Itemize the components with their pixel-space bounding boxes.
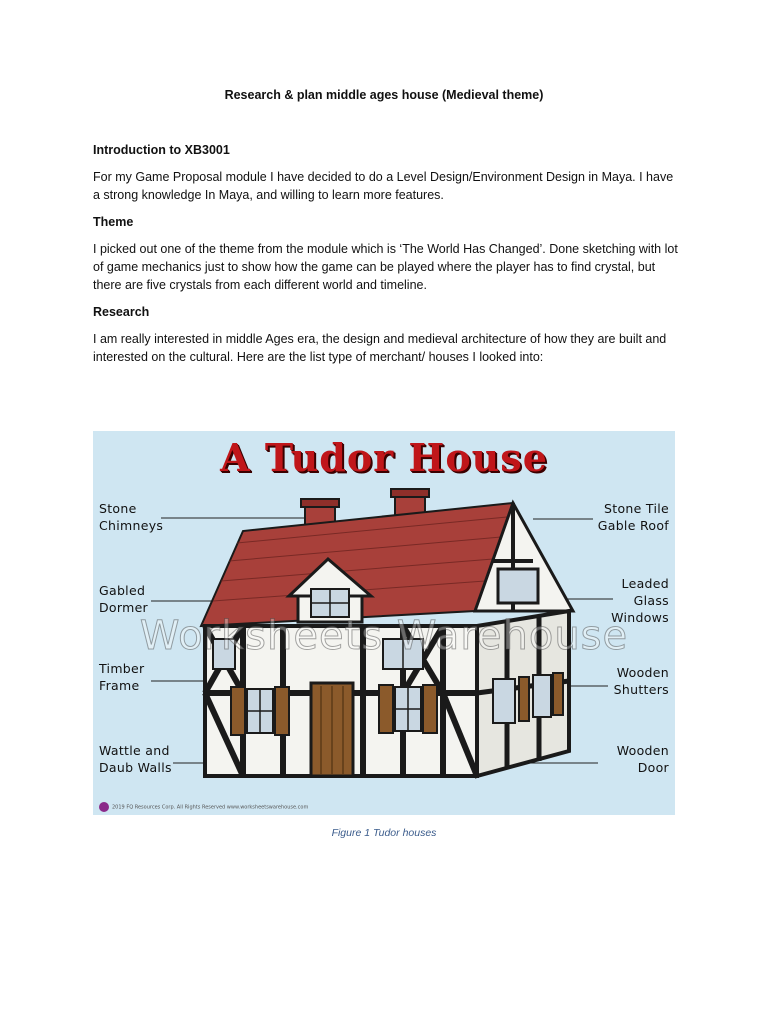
figure-caption: Figure 1 Tudor houses <box>331 827 437 839</box>
section-theme <box>93 213 683 294</box>
figure-title: A Tudor House <box>220 435 548 480</box>
section-paragraph: I picked out one of the theme from the module which is ‘The World Has Changed’. Done sketching with lot of game mechanics just to show how the game can be played where the player has to find crystal, but there are five crystals from each different world and timeline. <box>93 242 678 292</box>
section-heading: Introduction to XB3001 <box>93 143 230 157</box>
section-paragraph: I am really interested in middle Ages era, the design and medieval architecture of how they are built and interested on the cultural. Here are the list type of merchant/ houses I looked into: <box>93 332 667 364</box>
label-gabled-dormer: Gabled Dormer <box>99 583 148 615</box>
label-stone-chimneys: Stone Chimneys <box>99 501 164 533</box>
shuttered-window-right <box>379 685 437 733</box>
gable-window <box>498 569 538 603</box>
watermark-text: Worksheets Warehouse <box>139 613 629 659</box>
tudor-house-figure <box>93 431 675 815</box>
label-wattle-daub: Wattle and Daub Walls <box>99 743 172 775</box>
label-wooden-shutters: Wooden Shutters <box>613 665 669 697</box>
section-heading: Research <box>93 305 150 319</box>
section-introduction <box>93 141 683 204</box>
label-wooden-door: Wooden Door <box>616 743 669 775</box>
section-heading: Theme <box>93 215 134 229</box>
shuttered-window-side <box>493 673 563 723</box>
figure-credit: 2019 FQ Resources Corp. All Rights Reserved www.worksheetswarehouse.com <box>99 802 308 812</box>
shuttered-window-left <box>231 687 289 735</box>
label-timber-frame: Timber Frame <box>99 661 145 693</box>
section-research <box>93 303 683 366</box>
label-leaded-glass: Leaded Glass Windows <box>611 576 669 625</box>
publisher-logo-icon <box>99 802 109 812</box>
document-title: Research & plan middle ages house (Medieval theme) <box>224 88 544 102</box>
label-stone-tile-roof: Stone Tile Gable Roof <box>597 501 669 533</box>
section-paragraph: For my Game Proposal module I have decided to do a Level Design/Environment Design in Maya. I have a strong knowledge In Maya, and willing to learn more features. <box>93 170 674 202</box>
